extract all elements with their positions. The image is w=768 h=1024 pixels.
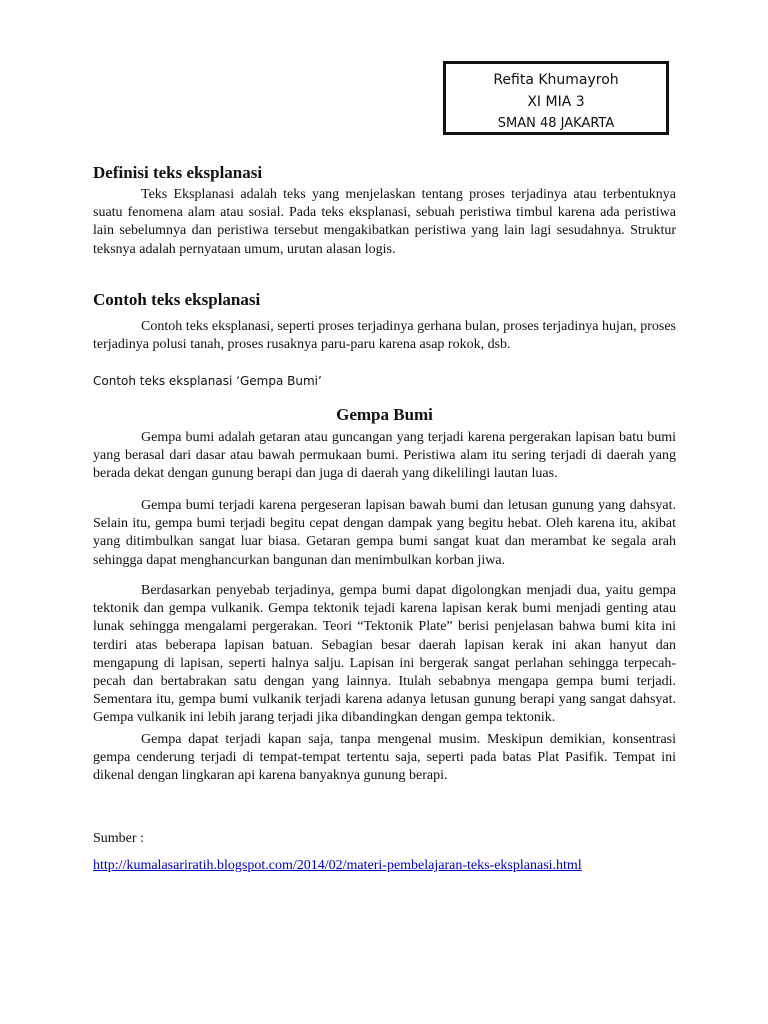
section-heading-definition: Definisi teks eksplanasi bbox=[93, 163, 263, 182]
section-heading-examples: Contoh teks eksplanasi bbox=[93, 290, 261, 309]
article-paragraph-2: Gempa bumi terjadi karena pergeseran lapisan bawah bumi dan letusan gunung yang dahsyat. Selain itu, gempa bumi terjadi begitu cepat dengan dampak yang begitu hebat. Oleh karena itu, akibat yang ditimbulkan sangat luar biasa. Getaran gempa bumi sangat kuat dan merambat ke segala arah sehingga dapat menghancurkan bangunan dan menimbulkan korban jiwa. bbox=[93, 498, 676, 568]
article-paragraph-3: Berdasarkan penyebab terjadinya, gempa bumi dapat digolongkan menjadi dua, yaitu gempa tektonik dan gempa vulkanik. Gempa tektonik tejadi karena lapisan kerak bumi menjadi genting atau lunak sehingga mengalami pergerakan. Teori “Tektonik Plate” berisi penjelasan bahwa bumi kita ini terdiri atas beberapa lapisan batuan. Sebagian besar daerah lapisan kerak ini akan hanyut dan mengapung di lapisan, seperti halnya salju. Lapisan ini bergerak sangat perlahan sehingga terpecah-pecah dan bertabrakan satu dengan yang lainnya. Itulah sebabnya mengapa gempa bumi terjadi. Sementara itu, gempa bumi vulkanik terjadi karena adanya letusan gunung berapi yang sangat dahsyat. Gempa vulkanik ini lebih jarang terjadi jika dibandingkan dengan gempa tektonik. bbox=[93, 583, 676, 726]
definition-paragraph: Teks Eksplanasi adalah teks yang menjelaskan tentang proses terjadinya atau terbentuknya suatu fenomena alam atau sosial. Pada teks eksplanasi, sebuah peristiwa timbul karena ada peristiwa lain sebelumnya dan peristiwa tersebut mengakibatkan peristiwa yang lain lagi sesudahnya. Struktur teksnya adalah pernyataan umum, urutan alasan logis. bbox=[93, 187, 676, 257]
author-school: SMAN 48 JAKARTA bbox=[497, 116, 615, 131]
author-name: Refita Khumayroh bbox=[493, 72, 619, 88]
source-link[interactable]: http://kumalasariratih.blogspot.com/2014/02/materi-pembelajaran-teks-eksplanasi.html bbox=[93, 858, 582, 873]
article-paragraph-1: Gempa bumi adalah getaran atau guncangan yang terjadi karena pergerakan lapisan batu bumi yang berasal dari dasar atau bawah permukaan bumi. Peristiwa alam itu sering terjadi di daerah yang berada dekat dengan gunung berapi dan juga di daerah yang dikelilingi lautan luas. bbox=[93, 430, 676, 482]
examples-paragraph: Contoh teks eksplanasi, seperti proses terjadinya gerhana bulan, proses terjadinya hujan, proses terjadinya polusi tanah, proses rusaknya paru-paru karena asap rokok, dsb. bbox=[93, 319, 676, 353]
article-title: Gempa Bumi bbox=[336, 405, 433, 424]
author-class: XI MIA 3 bbox=[527, 94, 585, 110]
example-caption: Contoh teks eksplanasi ‘Gempa Bumi’ bbox=[93, 374, 322, 388]
source-label: Sumber : bbox=[93, 831, 144, 846]
author-info-box bbox=[443, 61, 669, 135]
article-paragraph-4: Gempa dapat terjadi kapan saja, tanpa mengenal musim. Meskipun demikian, konsentrasi gempa cenderung terjadi di tempat-tempat tertentu saja, seperti pada batas Plat Pasifik. Tempat ini dikenal dengan lingkaran api karena banyaknya gunung berapi. bbox=[93, 732, 676, 784]
